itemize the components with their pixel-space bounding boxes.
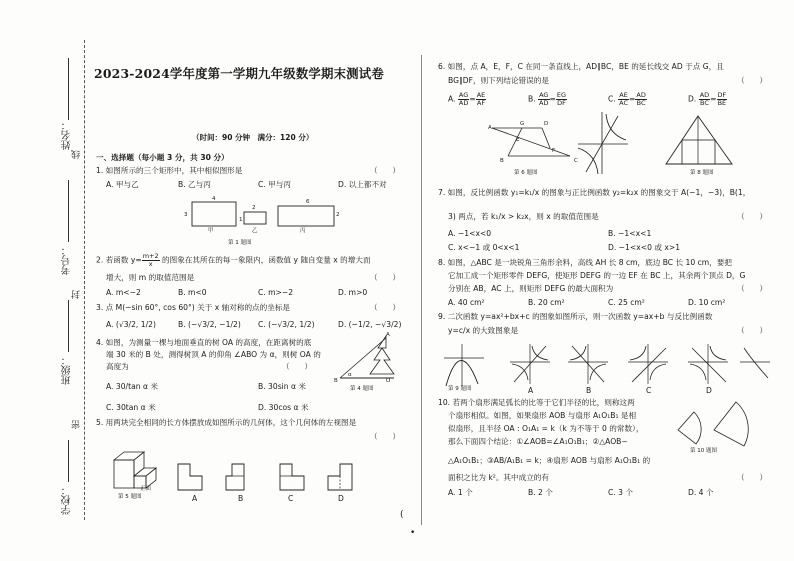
exam-no-label: 考号： <box>62 245 73 275</box>
q10-paren: （ ） <box>737 473 767 482</box>
rect-bing <box>278 206 334 226</box>
q10-stem-line5: △A₁O₁B₁；③AB/A₁B₁ = k；④扇形 AOB 与扇形 A₁O₁B₁ 的 <box>448 456 651 465</box>
seal-word: 封 <box>72 290 82 299</box>
q1-label-2: 2 <box>252 205 256 211</box>
q10-option-d[interactable]: D. 4 个 <box>688 488 714 497</box>
exam-no-line <box>68 180 69 242</box>
q10-stem-line3: 似扇形，且半径 OA : O₁A₁ = k（k 为不等于 0 的常数）， <box>448 424 644 433</box>
q2-stem-a: 2. 若函数 y= <box>96 255 142 265</box>
q5-paren: （ ） <box>370 432 400 441</box>
q6-label-f: F <box>552 148 556 154</box>
q4-label-a: A <box>386 332 390 338</box>
q8-figure <box>662 114 736 170</box>
q1-caption: 第 1 题图 <box>228 240 252 246</box>
q5-solid-figure <box>110 446 160 492</box>
q8-stem-line2: 它加工成一个矩形零件 DEFG，使矩形 DEFG 的一边 EF 在 BC 上，其余两个顶点 D，G <box>448 271 746 280</box>
q7-option-b[interactable]: B. −1<x<1 <box>608 229 652 238</box>
q5-label-front: 正面 <box>140 486 152 492</box>
q3-stem: 3. 点 M(−sin 60°, cos 60°) 关于 x 轴对称的点的坐标是 <box>96 303 291 312</box>
school-line <box>68 440 69 482</box>
q2-option-b[interactable]: B. m<0 <box>178 288 207 297</box>
right-page <box>432 0 777 561</box>
q2-option-d[interactable]: D. m>0 <box>338 288 368 297</box>
q1-label-3: 3 <box>184 212 188 218</box>
q4-paren: （ ） <box>282 362 312 371</box>
q8-option-c[interactable]: C. 25 cm² <box>608 298 645 307</box>
q5-option-a[interactable]: A <box>192 494 198 503</box>
q6-label-b: B <box>500 158 504 164</box>
q10-graph-placeholder <box>740 348 770 378</box>
page-mark: ( <box>400 510 404 520</box>
q1-label-jia: 甲 <box>208 228 214 234</box>
q10-option-b[interactable]: B. 2 个 <box>528 488 553 497</box>
q1-label-yi: 乙 <box>252 228 258 234</box>
q4-stem-line2: 端 30 米的 B 处，测得树顶 A 的仰角 ∠ABO 为 α，则树 OA 的 <box>106 350 321 359</box>
q6-label-c: C <box>574 158 578 164</box>
q10-stem-line2: 个扇形相似。如图，如果扇形 AOB 与扇形 A₁O₁B₁ 是相 <box>448 411 637 420</box>
binding-dash-line <box>84 40 85 520</box>
q1-label-bing: 丙 <box>300 228 306 234</box>
q6-label-g: G <box>520 121 525 127</box>
q6-paren: （ ） <box>737 76 767 85</box>
sight-line <box>340 338 386 378</box>
q4-option-b[interactable]: B. 30sin α 米 <box>258 382 307 391</box>
q9-option-d[interactable]: D <box>706 386 712 395</box>
q4-label-o: O <box>386 378 391 384</box>
q10-option-a[interactable]: A. 1 个 <box>448 488 473 497</box>
q9-stem-line1: 9. 二次函数 y=ax²+bx+c 的图象如图所示，则一次函数 y=ax+b 与反比例函数 <box>438 312 713 321</box>
q10-stem-line4: 那么下面四个结论：①∠AOB=∠A₁O₁B₁；②△AOB∽ <box>448 437 628 446</box>
q4-label-alpha: α <box>348 372 352 378</box>
binding-strip <box>0 0 92 561</box>
q7-figure <box>574 110 630 176</box>
q8-option-b[interactable]: B. 20 cm² <box>528 298 565 307</box>
q2-stem-b: 的图象在其所在的每一象限内，函数值 y 随自变量 x 的增大而 <box>159 255 371 265</box>
q9-graphs <box>440 342 770 390</box>
q6-label-d: D <box>544 121 549 127</box>
q3-paren: （ ） <box>370 303 400 312</box>
page-dot: • <box>410 528 416 538</box>
q2-stem-line1 <box>96 253 371 268</box>
q6-label-a: A <box>488 125 492 131</box>
q5-option-d[interactable]: D <box>338 494 344 503</box>
q5-option-c[interactable]: C <box>288 494 294 503</box>
q3-option-b[interactable]: B. (−√3/2, −1/2) <box>178 320 241 329</box>
q7-option-d[interactable]: D. −1<x<0 或 x>1 <box>608 243 681 252</box>
q6-option-d[interactable]: D. $\frac{AD}{BC}$ = $\frac{DF}{BE}$ <box>688 91 727 107</box>
q10-option-c[interactable]: C. 3 个 <box>608 488 633 497</box>
rect-jia <box>192 202 236 226</box>
q2-option-c[interactable]: C. m>−2 <box>258 288 294 297</box>
rect-yi <box>244 212 266 224</box>
q9-graph-d <box>688 344 728 384</box>
q2-frac-den: x <box>148 259 153 268</box>
q5-caption: 第 5 题图 <box>118 494 142 500</box>
q4-caption: 第 4 题图 <box>350 386 374 392</box>
q6-stem-line1: 6. 如图，点 A，E，F，C 在同一条直线上，AD∥BC，BE 的延长线交 AD 于点 G，且 <box>438 62 724 71</box>
q8-paren: （ ） <box>737 284 767 293</box>
q4-option-d[interactable]: D. 30cos α 米 <box>258 403 309 412</box>
q8-stem-line3: 分别在 AB，AC 上，则矩形 DEFG 的最大面积为 <box>448 284 614 293</box>
q2-paren: （ ） <box>370 273 400 282</box>
q9-caption: 第 9 题图 <box>448 386 472 392</box>
q1-option-a[interactable]: A. 甲与乙 <box>106 180 139 189</box>
q4-option-a[interactable]: A. 30/tan α 米 <box>106 382 158 391</box>
q8-stem-line1: 8. 如图，△ABC 是一块锐角三角形余料，高线 AH 长 8 cm，底边 BC 长 10 cm，要把 <box>438 258 732 267</box>
q1-label-6: 6 <box>306 199 310 205</box>
left-page <box>92 0 407 561</box>
name-line <box>68 58 69 120</box>
q10-stem-line1: 10. 若两个扇形满足弧长的比等于它们半径的比，则称这两 <box>438 398 635 407</box>
q1-option-d[interactable]: D. 以上都不对 <box>338 180 387 189</box>
q8-option-d[interactable]: D. 10 cm² <box>688 298 726 307</box>
q10-caption: 第 10 题图 <box>690 448 717 454</box>
q8-option-a[interactable]: A. 40 cm² <box>448 298 485 307</box>
q9-graph-c <box>628 344 668 384</box>
page-divider <box>421 55 422 525</box>
q9-graph-b <box>568 344 608 384</box>
seal2-word: 密 <box>72 420 82 429</box>
q4-stem-line3: 高度为 <box>106 362 129 371</box>
q8-caption: 第 8 题图 <box>690 170 714 176</box>
q9-option-b[interactable]: B <box>586 386 592 395</box>
q2-option-a[interactable]: A. m<−2 <box>106 288 141 297</box>
q6-option-a[interactable]: A. $\frac{AG}{AD}$ = $\frac{AE}{AF}$ <box>448 91 486 107</box>
q2-fraction <box>142 253 160 268</box>
q1-paren: （ ） <box>370 166 400 175</box>
q4-option-c[interactable]: C. 30tan α 米 <box>106 403 156 412</box>
q1-option-b[interactable]: B. 乙与丙 <box>178 180 211 189</box>
q6-option-b[interactable]: B. $\frac{AG}{AD}$ = $\frac{EG}{DF}$ <box>528 91 567 107</box>
q10-stem-line6: 面积之比为 k²。其中成立的有 <box>448 473 549 482</box>
q7-stem-line2: 3) 两点，若 k₁/x > k₂x，则 x 的取值范围是 <box>448 212 599 221</box>
q5-view-c[interactable] <box>280 464 304 490</box>
q3-option-d[interactable]: D. (−1/2, −√3/2) <box>338 320 402 329</box>
school-label: 学校： <box>62 485 73 515</box>
q9-option-c[interactable]: C <box>646 386 652 395</box>
q9-graph-a <box>510 344 550 384</box>
q6-option-c[interactable]: C. $\frac{AE}{AC}$ = $\frac{AD}{BC}$ <box>608 91 646 107</box>
exam-title: 2023-2024学年度第一学期九年级数学期末测试卷 <box>94 66 384 81</box>
q3-option-c[interactable]: C. (−√3/2, 1/2) <box>258 320 315 329</box>
section-heading: 一、选择题（每小题 3 分，共 30 分） <box>96 153 229 162</box>
q9-option-a[interactable]: A <box>528 386 534 395</box>
q1-option-c[interactable]: C. 甲与丙 <box>258 180 291 189</box>
q9-main-graph <box>444 344 484 386</box>
q10-figure <box>672 400 752 450</box>
q4-tree-figure <box>338 334 394 384</box>
q4-stem-line1: 4. 如图，为测量一棵与地面垂直的树 OA 的高度，在距离树的底 <box>96 338 312 347</box>
class-label: 班级： <box>62 355 73 385</box>
q5-option-b[interactable]: B <box>238 494 244 503</box>
q1-label-4: 4 <box>212 196 216 202</box>
q7-option-a[interactable]: A. −1<x<0 <box>448 229 492 238</box>
q1-label-2b: 2 <box>336 212 340 218</box>
q5-stem: 5. 用两块完全相同的长方体摆放成如图所示的几何体，这个几何体的左视图是 <box>96 418 357 427</box>
line-word: 线 <box>72 150 82 159</box>
sector-a1o1b1 <box>714 402 748 446</box>
q6-label-e: E <box>516 137 520 143</box>
q2-frac-num: m+2 <box>142 252 159 260</box>
q1-label-1: 1 <box>239 217 243 223</box>
q7-option-c[interactable]: C. x<−1 或 0<x<1 <box>448 243 520 252</box>
exam-time-score: （时间：90 分钟 满分：120 分） <box>192 133 314 142</box>
q9-stem-line2: y=c/x 的大致图象是 <box>448 326 519 335</box>
sector-aob <box>678 412 701 444</box>
q9-paren: （ ） <box>737 326 767 335</box>
q5-view-a[interactable] <box>178 464 202 490</box>
q6-stem-line2: BG∥DF，则下列结论错误的是 <box>448 76 549 85</box>
q6-caption: 第 6 题图 <box>514 170 538 176</box>
q7-stem-line1: 7. 如图，反比例函数 y₁=k₁/x 的图象与正比例函数 y₂=k₂x 的图象交于 A(−1，−3)，B(1， <box>438 188 751 197</box>
name-label: 姓名： <box>62 120 73 150</box>
q7-paren: （ ） <box>737 212 767 221</box>
q4-label-b: B <box>334 378 338 384</box>
q1-stem: 1. 如图所示的三个矩形中，其中相似图形是 <box>96 166 243 175</box>
q3-option-a[interactable]: A. (√3/2, 1/2) <box>106 320 156 329</box>
class-line <box>68 300 69 352</box>
q5-options-figure <box>176 462 386 494</box>
q5-view-b[interactable] <box>226 464 244 490</box>
q2-stem-line2: 增大，则 m 的取值范围是 <box>106 273 195 282</box>
